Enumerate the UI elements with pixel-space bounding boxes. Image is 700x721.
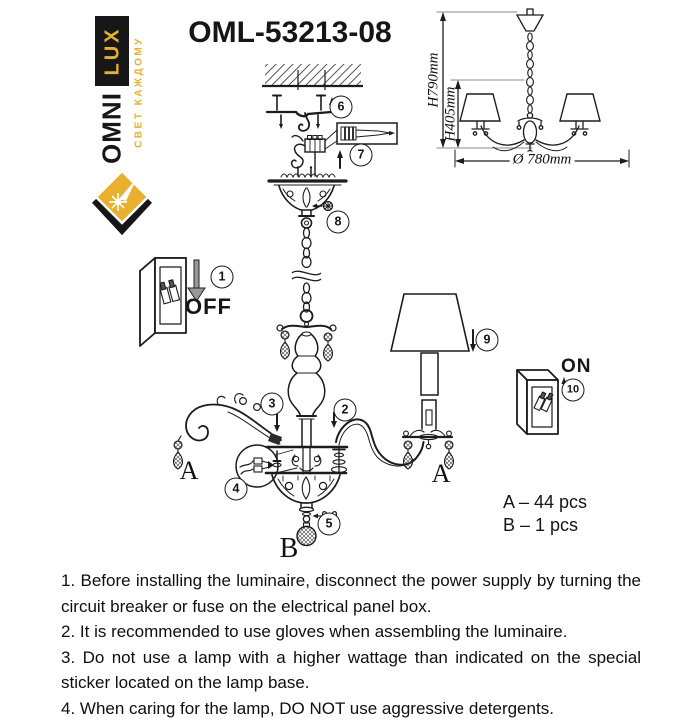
step-marker-1: 1 [211,266,234,289]
center-plate [267,447,347,474]
step-marker-4: 4 [225,478,248,501]
terminal-inset-box [337,123,397,144]
on-label: ON [561,356,592,378]
safety-instructions [61,568,641,721]
brand-logo [0,0,170,240]
step-marker-7: 7 [350,144,373,167]
instruction-line: 1. Before installing the luminaire, disconnect the power supply by turning the circuit breaker or fuse on the electrical panel box. [61,568,641,619]
terminal-block [292,123,397,176]
arrow-step3 [274,413,280,432]
on-panel [517,370,558,434]
off-panel [140,258,186,346]
step-marker-8: 8 [327,211,350,234]
instruction-line: 3. Do not use a lamp with a higher wattage than indicated on the special sticker located on the lamp base. [61,645,641,696]
brand-tagline: СВЕТ КАЖДОМУ [134,36,145,148]
step-marker-5: 5 [318,513,341,536]
chain [292,228,321,312]
crystal-ball-b [297,523,316,546]
candle-and-shade [391,294,476,469]
crystal-b-label: B [280,533,299,565]
step-marker-10: 10 [562,379,585,402]
crystal-a-left-label: A [180,456,199,486]
bottom-bowl [266,473,346,546]
brand-omni-text: OMNI [97,92,128,164]
crystal-a-right-label: A [432,459,451,489]
mounting-bracket [267,96,335,131]
dim-diameter: Ø 780mm [510,152,575,169]
vase-body [288,332,324,446]
step-marker-6: 6 [330,96,353,119]
page-title: OML-53213-08 [170,16,410,50]
dim-body-height: H405mm [443,87,460,142]
brand-lux-text: LUX [102,27,125,76]
step-marker-9: 9 [476,329,499,352]
off-label: OFF [185,294,232,320]
wire-connector-inset [236,445,297,487]
instruction-line: 4. When caring for the lamp, DO NOT use aggressive detergents. [61,696,641,721]
step-marker-3: 3 [261,393,284,416]
dim-total-height: H790mm [426,53,443,108]
step-marker-2: 2 [334,399,357,422]
parts-count-a: A – 44 pcs [503,492,587,513]
instruction-line: 2. It is recommended to use gloves when assembling the luminaire. [61,619,641,645]
ceiling-hatch [262,64,363,90]
dimension-drawing [437,9,629,167]
parts-count-b: B – 1 pcs [503,515,578,536]
